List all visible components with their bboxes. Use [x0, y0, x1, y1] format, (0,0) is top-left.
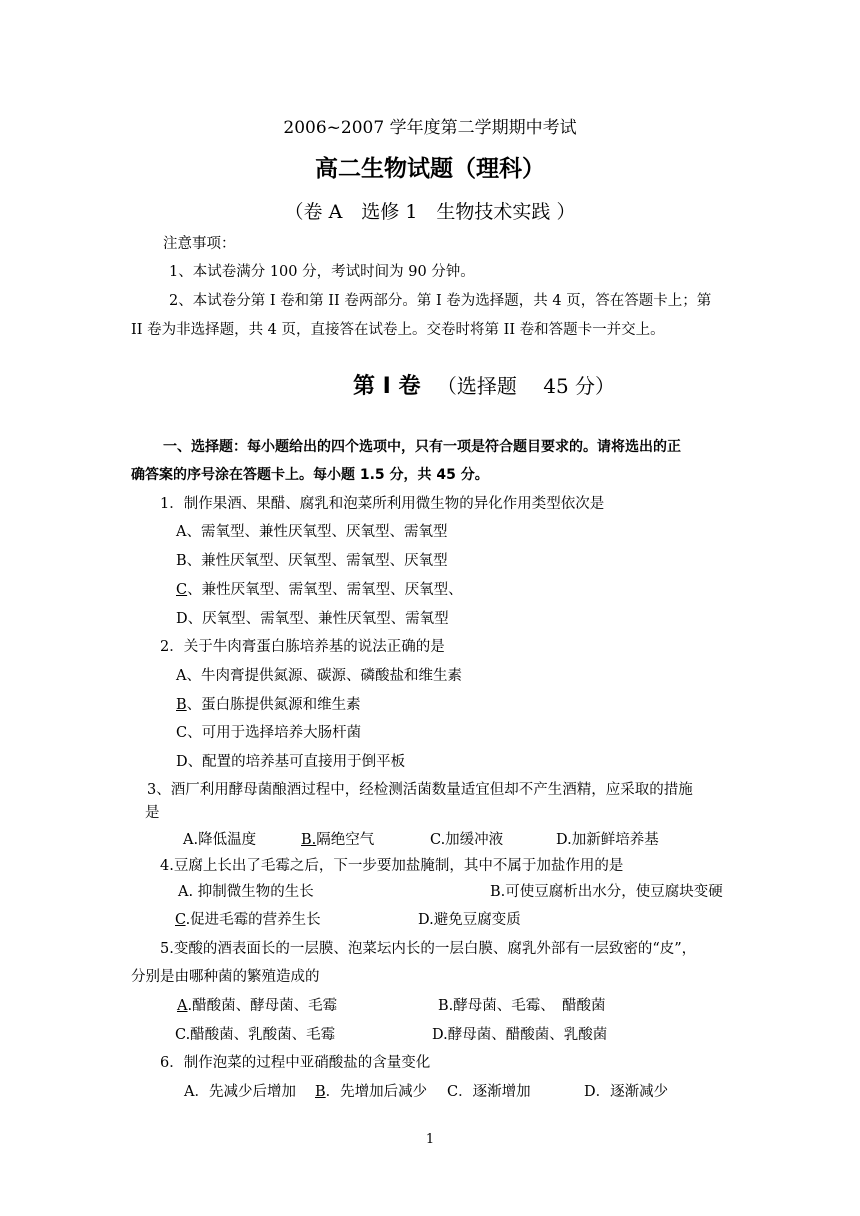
note-2-line-2: II 卷为非选择题，共 4 页，直接答在试卷上。交卷时将第 II 卷和答题卡一并交上。	[131, 322, 665, 338]
q4-option-d: D.避免豆腐变质	[418, 912, 521, 928]
section-title: 第 I 卷	[353, 374, 421, 399]
q1-option-a: A、需氧型、兼性厌氧型、厌氧型、需氧型	[176, 524, 448, 540]
q5-option-d: D.酵母菌、醋酸菌、乳酸菌	[432, 1027, 608, 1043]
notes-heading: 注意事项：	[163, 236, 236, 252]
q2-stem: 2．关于牛肉膏蛋白胨培养基的说法正确的是	[160, 639, 445, 655]
q6-option-b: B．先增加后减少	[315, 1084, 428, 1100]
q5-answer-mark: A	[177, 998, 188, 1014]
q3-option-d: D.加新鲜培养基	[556, 832, 659, 848]
q6-option-d: D．逐渐减少	[584, 1084, 669, 1100]
q1-option-d: D、厌氧型、需氧型、兼性厌氧型、需氧型	[176, 611, 449, 627]
q1-option-c: C、兼性厌氧型、需氧型、需氧型、厌氧型、	[176, 582, 463, 598]
q1-stem: 1．制作果酒、果醋、腐乳和泡菜所利用微生物的异化作用类型依次是	[160, 496, 605, 512]
note-1: 1、本试卷满分 100 分，考试时间为 90 分钟。	[169, 264, 475, 280]
section-heading	[353, 372, 615, 401]
q3-option-c: C.加缓冲液	[430, 832, 504, 848]
q3-option-b: B.隔绝空气	[301, 832, 375, 848]
q2-option-a: A、牛肉膏提供氮源、碳源、磷酸盐和维生素	[176, 668, 462, 684]
q1-option-b: B、兼性厌氧型、厌氧型、需氧型、厌氧型	[176, 553, 448, 569]
page-title: 高二生物试题（理科）	[315, 156, 545, 182]
section-meta: （选择题 45 分）	[436, 374, 616, 398]
q6-stem: 6．制作泡菜的过程中亚硝酸盐的含量变化	[160, 1055, 431, 1071]
instructions-line-2: 确答案的序号涂在答题卡上。每小题 1.5 分，共 45 分。	[131, 467, 489, 483]
q5-option-c: C.醋酸菌、乳酸菌、毛霉	[175, 1027, 336, 1043]
q2-option-c: C、可用于选择培养大肠杆菌	[176, 725, 362, 741]
q2-option-b: B、蛋白胨提供氮源和维生素	[176, 697, 361, 713]
q3-answer-mark: B.	[301, 832, 317, 848]
q6-option-a: A．先减少后增加	[184, 1084, 296, 1100]
exam-header: 2006~2007 学年度第二学期期中考试	[283, 118, 577, 138]
note-2-line-1: 2、本试卷分第 I 卷和第 II 卷两部分。第 I 卷为选择题，共 4 页，答在答题卡上；第	[169, 293, 712, 309]
q4-answer-mark: C	[175, 912, 186, 928]
q6-answer-mark: B	[315, 1084, 326, 1100]
page-subtitle: （卷 A 选修 1 生物技术实践 ）	[284, 201, 576, 223]
q5-option-a: A.醋酸菌、酵母菌、毛霉	[177, 998, 338, 1014]
q3-option-a: A.降低温度	[183, 832, 257, 848]
q2-answer-mark: B	[176, 697, 187, 713]
q4-option-a: A. 抑制微生物的生长	[178, 884, 314, 900]
q4-option-b: B.可使豆腐析出水分，使豆腐块变硬	[490, 884, 723, 900]
q3-stem-line-2: 是	[145, 805, 160, 821]
q4-option-c: C.促进毛霉的营养生长	[175, 912, 321, 928]
q5-stem-line-1: 5.变酸的酒表面长的一层膜、泡菜坛内长的一层白膜、腐乳外部有一层致密的“皮”，	[160, 941, 697, 957]
instructions-line-1: 一、选择题：每小题给出的四个选项中，只有一项是符合题目要求的。请将选出的正	[163, 439, 681, 455]
page-number: 1	[425, 1132, 435, 1147]
q5-stem-line-2: 分别是由哪种菌的繁殖造成的	[131, 969, 320, 985]
q6-option-c: C．逐渐增加	[447, 1084, 531, 1100]
q1-answer-mark: C	[176, 582, 188, 598]
q4-stem: 4.豆腐上长出了毛霉之后，下一步要加盐腌制，其中不属于加盐作用的是	[160, 858, 624, 874]
q2-option-d: D、配置的培养基可直接用于倒平板	[176, 754, 406, 770]
q3-stem-line-1: 3、酒厂利用酵母菌酿酒过程中，经检测活菌数量适宜但却不产生酒精，应采取的措施	[147, 782, 693, 798]
q5-option-b: B.酵母菌、毛霉、 醋酸菌	[438, 998, 606, 1014]
